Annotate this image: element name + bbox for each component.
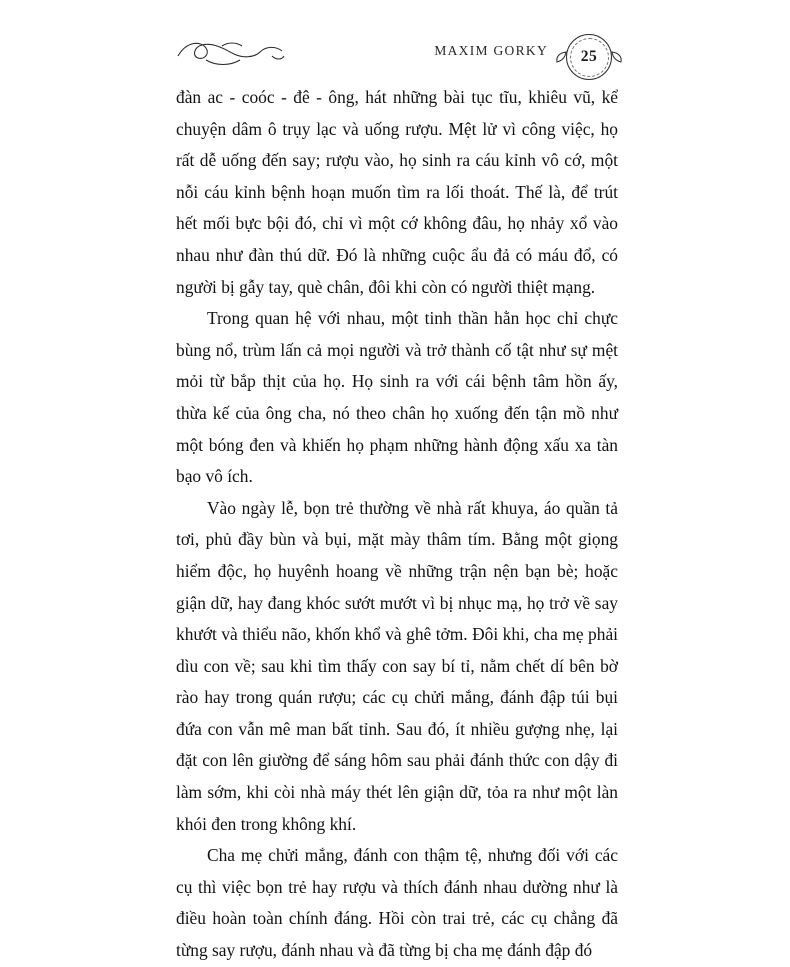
- running-head: MAXIM GORKY: [434, 43, 548, 58]
- paragraph: Vào ngày lễ, bọn trẻ thường về nhà rất khuya, áo quần tả tơi, phủ đầy bùn và bụi, mặt mày thâm tím. Bằng một giọng hiểm độc, họ huyênh hoang về những trận nện bạn bè; hoặc giận dữ, hay đang khóc sướt mướt vì bị nhục mạ, họ trở về say khướt và thiểu não, khốn khổ và ghê tởm. Đôi khi, cha mẹ phải dìu con về; sau khi tìm thấy con say bí tỉ, nằm chết dí bên bờ rào hay trong quán rượu; các cụ chửi mắng, đánh đập túi bụi đứa con vẫn mê man bất tỉnh. Sau đó, ít nhiều gượng nhẹ, lại đặt con lên giường để sáng hôm sau phải đánh thức con dậy đi làm sớm, khi còi nhà máy thét lên giận dữ, tỏa ra như một làn khói đen trong không khí.: [176, 497, 618, 834]
- flourish-ornament-icon: [176, 36, 286, 70]
- page-number-medallion-icon: [560, 28, 618, 86]
- leaf-right-icon: [611, 50, 623, 64]
- paragraph: Trong quan hệ với nhau, một tinh thần hằn học chỉ chực bùng nổ, trùm lấn cả mọi người và trở thành cố tật như sự mệt mỏi từ bắp thịt của họ. Họ sinh ra với cái bệnh tâm hồn ấy, thừa kế của ông cha, nó theo chân họ xuống đến tận mồ như một bóng đen và khiến họ phạm những hành động xấu xa tàn bạo vô ích.: [176, 308, 618, 487]
- page-number: 25: [580, 48, 598, 65]
- paragraph: đàn ac - coóc - đê - ông, hát những bài tục tĩu, khiêu vũ, kể chuyện dâm ô trụy lạc và uống rượu. Mệt lử vì công việc, họ rất dễ uống đến say; rượu vào, họ sinh ra cáu kỉnh vô cớ, một nỗi cáu kỉnh bệnh hoạn muốn tìm ra lối thoát. Thế là, để trút hết mối bực bội đó, chỉ vì một cớ không đâu, họ nhảy xổ vào nhau như đàn thú dữ. Đó là những cuộc ẩu đả có máu đổ, có người bị gẫy tay, què chân, đôi khi còn có người thiệt mạng.: [176, 87, 618, 297]
- page-header: [176, 30, 616, 80]
- paragraph: Cha mẹ chửi mắng, đánh con thậm tệ, nhưng đối với các cụ thì việc bọn trẻ hay rượu và thích đánh nhau dường như là điều hoàn toàn chính đáng. Hồi còn trai trẻ, các cụ chẳng đã từng say rượu, đánh nhau và đã từng bị cha mẹ đánh đập đó: [176, 845, 618, 961]
- page-body: [176, 82, 618, 967]
